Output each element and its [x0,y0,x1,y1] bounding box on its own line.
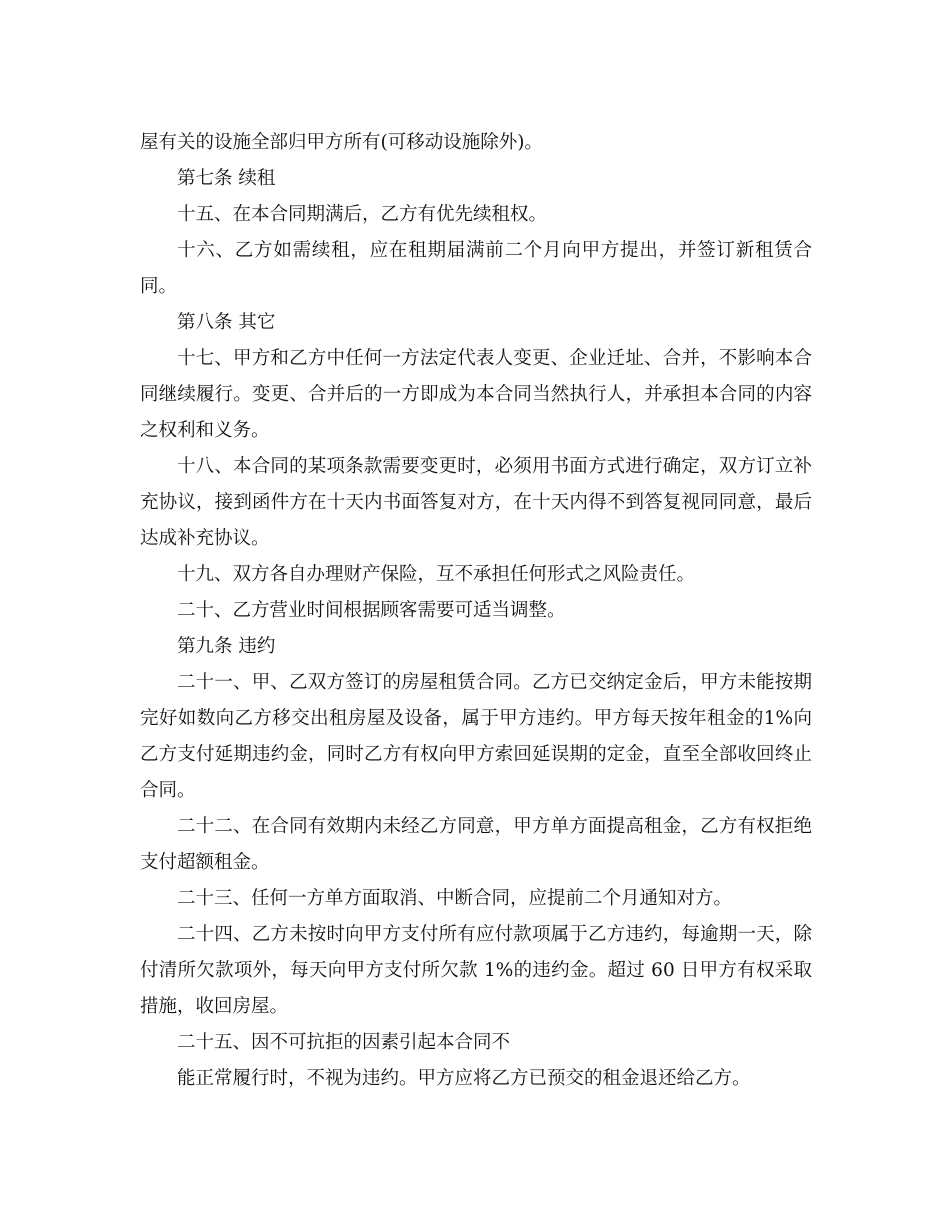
paragraph-clause-16: 十六、乙方如需续租，应在租期届满前二个月向甲方提出，并签订新租赁合同。 [140,240,812,297]
document-body [140,125,812,1097]
heading-article-7: 第七条 续租 [177,168,276,189]
paragraph-clause-25-continued: 能正常履行时，不视为违约。甲方应将乙方已预交的租金退还给乙方。 [177,1068,751,1089]
paragraph-clause-22: 二十二、在合同有效期内未经乙方同意，甲方单方面提高租金，乙方有权拒绝支付超额租金。 [140,816,812,873]
heading-article-8: 第八条 其它 [177,312,276,333]
paragraph-clause-21: 二十一、甲、乙双方签订的房屋租赁合同。乙方已交纳定金后，甲方未能按期完好如数向乙方移交出租房屋及设备，属于甲方违约。甲方每天按年租金的1%向乙方支付延期违约金，同时乙方有权向甲方索回延误期的定金，直至全部收回终止合同。 [140,672,812,801]
paragraph-clause-24: 二十四、乙方未按时向甲方支付所有应付款项属于乙方违约，每逾期一天，除付清所欠款项外，每天向甲方支付所欠款 1%的违约金。超过 60 日甲方有权采取措施，收回房屋。 [140,924,812,1017]
paragraph-clause-18: 十八、本合同的某项条款需要变更时，必须用书面方式进行确定，双方订立补充协议，接到函件方在十天内书面答复对方，在十天内得不到答复视同同意，最后达成补充协议。 [140,456,812,549]
paragraph-clause-19: 十九、双方各自办理财产保险，互不承担任何形式之风险责任。 [177,564,696,585]
heading-article-9: 第九条 违约 [177,636,276,657]
paragraph-clause-25: 二十五、因不可抗拒的因素引起本合同不 [177,1032,511,1053]
paragraph-clause-20: 二十、乙方营业时间根据顾客需要可适当调整。 [177,600,566,621]
paragraph-facilities-clause: 屋有关的设施全部归甲方所有(可移动设施除外)。 [140,132,543,153]
paragraph-clause-17: 十七、甲方和乙方中任何一方法定代表人变更、企业迁址、合并，不影响本合同继续履行。变更、合并后的一方即成为本合同当然执行人，并承担本合同的内容之权利和义务。 [140,348,812,441]
paragraph-clause-15: 十五、在本合同期满后，乙方有优先续租权。 [177,204,548,225]
paragraph-clause-23: 二十三、任何一方单方面取消、中断合同，应提前二个月通知对方。 [177,888,733,909]
